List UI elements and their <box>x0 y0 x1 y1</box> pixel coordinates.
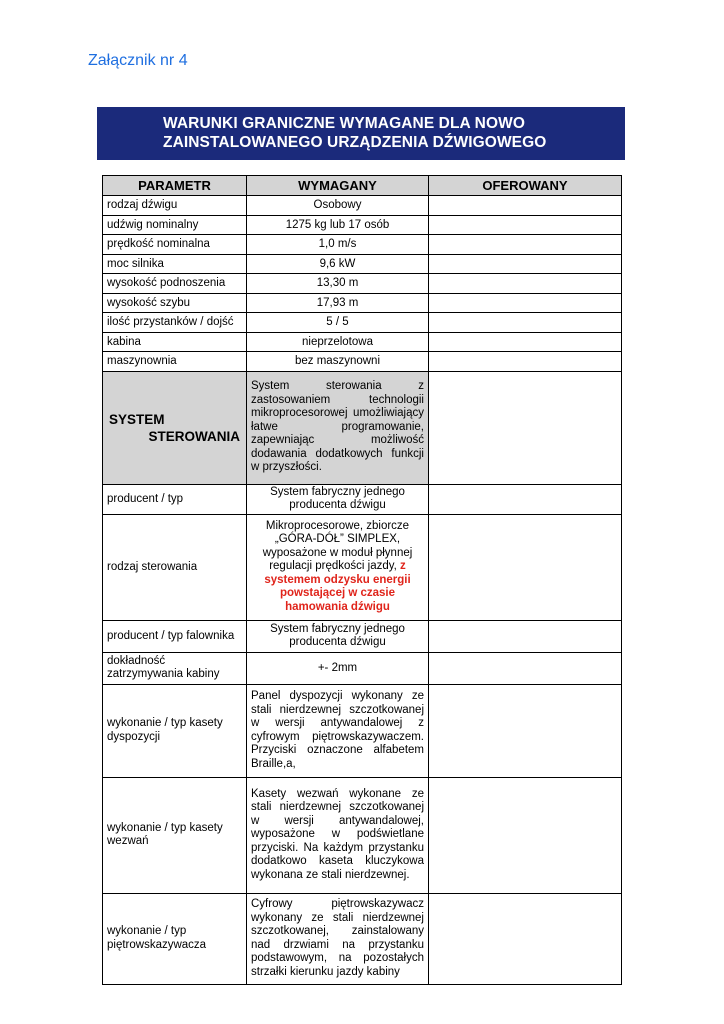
required-cell: Panel dyspozycji wykonany ze stali nierdzewnej szczotkowanej w wersji antywandalowej z cyfrowym piętrowskazywaczem. Przyciski oznaczone alfabetem Braille,a, <box>247 684 429 777</box>
param-cell: maszynownia <box>103 352 247 372</box>
required-cell: +- 2mm <box>247 652 429 684</box>
system-section-row <box>103 371 622 484</box>
table-row <box>103 313 622 333</box>
offered-cell[interactable] <box>429 484 622 514</box>
required-cell <box>247 514 429 620</box>
required-cell: System sterowania z zastosowaniem technologii mikroprocesorowej umożliwiający łatwe programowanie, zapewniając możliwość dodawania dodatkowych funkcji w przyszłości. <box>247 371 429 484</box>
param-cell: wykonanie / typ kasety wezwań <box>103 777 247 893</box>
offered-cell[interactable] <box>429 254 622 274</box>
control-type-text: Mikroprocesorowe, zbiorcze „GÓRA-DÓŁ” SIMPLEX, wyposażone w moduł płynnej regulacji prędkości jazdy, <box>262 519 413 573</box>
offered-cell[interactable] <box>429 235 622 255</box>
table-row <box>103 514 622 620</box>
required-cell: System fabryczny jednego producenta dźwigu <box>247 620 429 652</box>
table-row <box>103 484 622 514</box>
offered-cell[interactable] <box>429 313 622 333</box>
required-cell: Osobowy <box>247 196 429 216</box>
offered-cell[interactable] <box>429 514 622 620</box>
required-cell: bez maszynowni <box>247 352 429 372</box>
table-row <box>103 215 622 235</box>
title-line-1: WARUNKI GRANICZNE WYMAGANE DLA NOWO <box>163 115 525 132</box>
param-cell: rodzaj sterowania <box>103 514 247 620</box>
table-row <box>103 777 622 893</box>
header-parameter: PARAMETR <box>103 176 247 196</box>
offered-cell[interactable] <box>429 196 622 216</box>
specification-table <box>102 175 622 985</box>
param-cell: producent / typ falownika <box>103 620 247 652</box>
table-row <box>103 652 622 684</box>
offered-cell[interactable] <box>429 274 622 294</box>
offered-cell[interactable] <box>429 620 622 652</box>
table-row <box>103 893 622 984</box>
system-label-line-1: SYSTEM <box>109 411 165 427</box>
title-banner <box>97 107 625 160</box>
param-cell: moc silnika <box>103 254 247 274</box>
param-cell: prędkość nominalna <box>103 235 247 255</box>
offered-cell[interactable] <box>429 293 622 313</box>
offered-cell[interactable] <box>429 371 622 484</box>
required-cell: nieprzelotowa <box>247 332 429 352</box>
param-cell: wysokość szybu <box>103 293 247 313</box>
system-label-cell <box>103 371 247 484</box>
offered-cell[interactable] <box>429 352 622 372</box>
param-cell: wykonanie / typ piętrowskazywacza <box>103 893 247 984</box>
header-required: WYMAGANY <box>247 176 429 196</box>
attachment-label: Załącznik nr 4 <box>88 52 188 69</box>
table-row <box>103 235 622 255</box>
param-cell: ilość przystanków / dojść <box>103 313 247 333</box>
offered-cell[interactable] <box>429 215 622 235</box>
param-cell: kabina <box>103 332 247 352</box>
table-row <box>103 352 622 372</box>
param-cell: rodzaj dźwigu <box>103 196 247 216</box>
param-cell: dokładność zatrzymywania kabiny <box>103 652 247 684</box>
required-cell: 1,0 m/s <box>247 235 429 255</box>
table-row <box>103 274 622 294</box>
title-line-2: ZAINSTALOWANEGO URZĄDZENIA DŹWIGOWEGO <box>163 134 547 151</box>
table-row <box>103 196 622 216</box>
required-cell: Cyfrowy piętrowskazywacz wykonany ze stali nierdzewnej szczotkowanej, zainstalowany nad drzwiami na przystanku podstawowym, na pozostałych strzałki kierunku jazdy kabiny <box>247 893 429 984</box>
control-type-highlight: systemem odzysku energii powstającej w czasie hamowania dźwigu <box>264 573 411 613</box>
offered-cell[interactable] <box>429 684 622 777</box>
param-cell: wykonanie / typ kasety dyspozycji <box>103 684 247 777</box>
table-row <box>103 620 622 652</box>
offered-cell[interactable] <box>429 777 622 893</box>
offered-cell[interactable] <box>429 652 622 684</box>
required-cell: 13,30 m <box>247 274 429 294</box>
table-row <box>103 684 622 777</box>
table-row <box>103 332 622 352</box>
header-offered: OFEROWANY <box>429 176 622 196</box>
required-cell: System fabryczny jednego producenta dźwigu <box>247 484 429 514</box>
table-header-row <box>103 176 622 196</box>
table-row <box>103 254 622 274</box>
offered-cell[interactable] <box>429 332 622 352</box>
param-cell: udźwig nominalny <box>103 215 247 235</box>
required-cell: 17,93 m <box>247 293 429 313</box>
system-label-line-2: STEROWANIA <box>148 428 240 444</box>
required-cell: 9,6 kW <box>247 254 429 274</box>
required-cell: 1275 kg lub 17 osób <box>247 215 429 235</box>
required-cell: 5 / 5 <box>247 313 429 333</box>
offered-cell[interactable] <box>429 893 622 984</box>
required-cell: Kasety wezwań wykonane ze stali nierdzewnej szczotkowanej w wersji antywandalowej, wyposażone w podświetlane przyciski. Na każdym przystanku dodatkowo kaseta kluczykowa wykonana ze stali nierdzewnej. <box>247 777 429 893</box>
param-cell: producent / typ <box>103 484 247 514</box>
control-type-highlight-z: z <box>400 560 406 573</box>
table-row <box>103 293 622 313</box>
param-cell: wysokość podnoszenia <box>103 274 247 294</box>
